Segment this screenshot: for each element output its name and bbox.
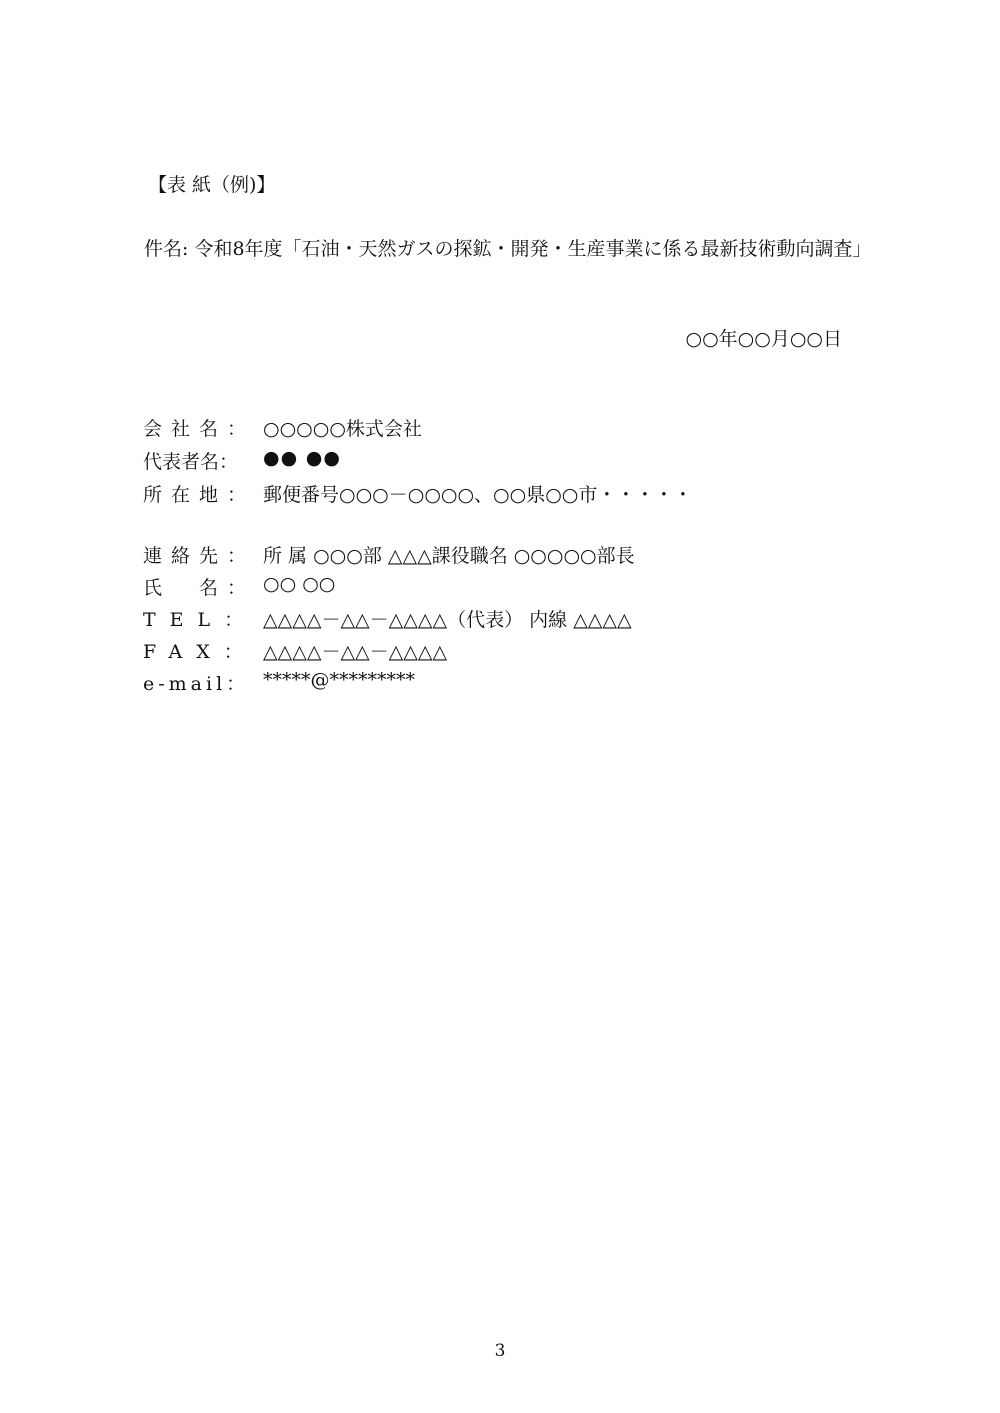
name-value: ○○ ○○ [263,573,336,595]
address-value: 郵便番号○○○－○○○○、○○県○○市・・・・・ [263,484,693,506]
tel-label: TEL： [143,609,258,631]
document-date: ○○年○○月○○日 [685,328,842,350]
cover-heading: 【表 紙（例)】 [148,174,276,196]
fax-label: FAX： [143,641,257,663]
name-label: 氏 名： [143,577,256,599]
tel-value: △△△△－△△－△△△△（代表） 内線 △△△△ [263,609,632,631]
company-name-label: 会社名： [143,418,256,440]
subject-line [144,234,872,261]
email-value: *****@********* [263,669,415,691]
page-number: 3 [494,1341,506,1361]
contact-label: 連絡先： [143,545,256,567]
email-label: e-mail： [143,673,250,695]
fax-value: △△△△－△△－△△△△ [263,641,448,663]
contact-value: 所 属 ○○○部 △△△課役職名 ○○○○○部長 [263,545,635,567]
address-label: 所在地： [143,484,256,506]
subject-text: 令和8年度「石油・天然ガスの探鉱・開発・生産事業に係る最新技術動向調査」 [188,238,872,260]
representative-label: 代表者名： [143,451,239,473]
company-name-value: ○○○○○株式会社 [263,418,422,440]
representative-value: ●● ●● [263,447,341,469]
subject-label: 件名: [144,238,189,260]
